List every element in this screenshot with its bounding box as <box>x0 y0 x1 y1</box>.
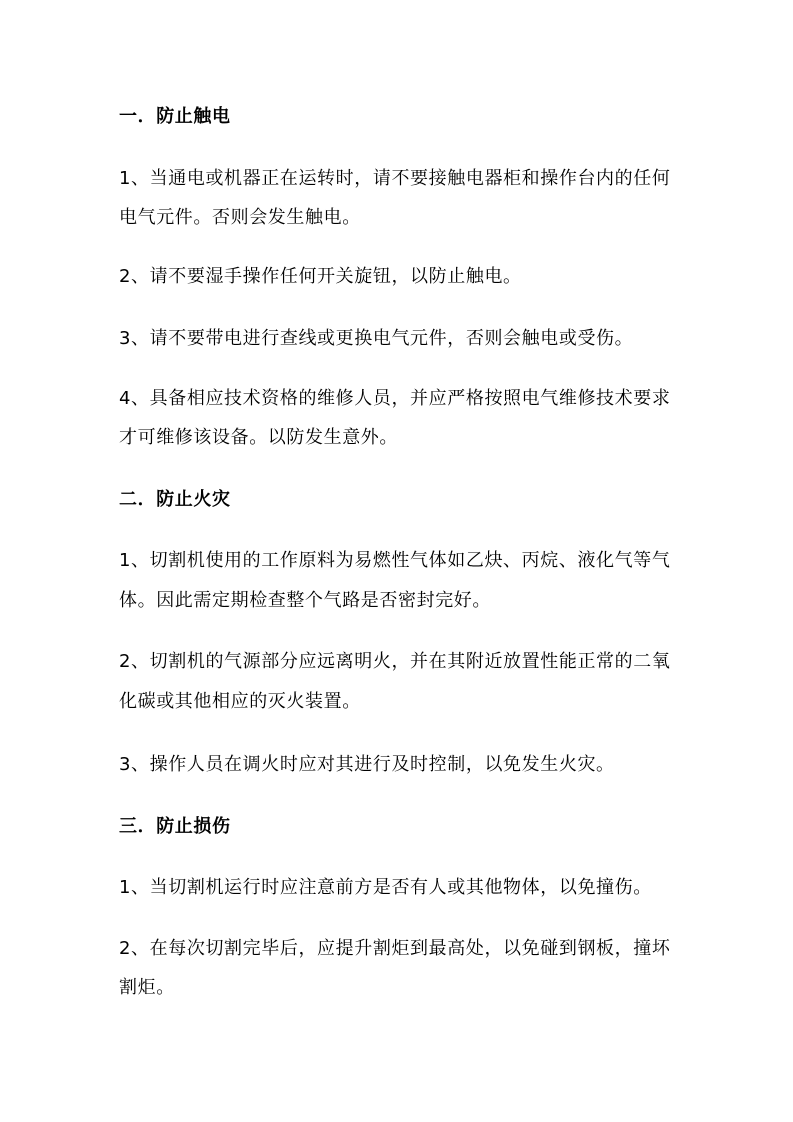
paragraph-line: 2、在每次切割完毕后，应提升割炬到最高处，以免碰到钢板，撞坏 <box>119 938 671 959</box>
paragraph-line: 4、具备相应技术资格的维修人员，并应严格按照电气维修技术要求 <box>119 388 671 409</box>
section-heading-fire: 二．防止火灾 <box>119 489 231 510</box>
paragraph-line: 才可维修该设备。以防发生意外。 <box>119 427 398 448</box>
section-heading-injury: 三．防止损伤 <box>119 816 231 837</box>
paragraph-line: 3、请不要带电进行查线或更换电气元件，否则会触电或受伤。 <box>119 328 634 349</box>
paragraph-line: 体。因此需定期检查整个气路是否密封完好。 <box>119 590 491 611</box>
paragraph-line: 2、切割机的气源部分应远离明火，并在其附近放置性能正常的二氧 <box>119 651 671 672</box>
paragraph-line: 电气元件。否则会发生触电。 <box>119 207 361 228</box>
paragraph-line: 1、当切割机运行时应注意前方是否有人或其他物体，以免撞伤。 <box>119 877 652 898</box>
paragraph-line: 2、请不要湿手操作任何开关旋钮，以防止触电。 <box>119 266 522 287</box>
paragraph-line: 1、当通电或机器正在运转时，请不要接触电器柜和操作台内的任何 <box>119 168 671 189</box>
paragraph-line: 割炬。 <box>119 977 175 998</box>
paragraph-line: 1、切割机使用的工作原料为易燃性气体如乙炔、丙烷、液化气等气 <box>119 550 671 571</box>
paragraph-line: 3、操作人员在调火时应对其进行及时控制，以免发生火灾。 <box>119 754 615 775</box>
paragraph-line: 化碳或其他相应的灭火装置。 <box>119 691 361 712</box>
section-heading-electric-shock: 一．防止触电 <box>119 106 231 127</box>
